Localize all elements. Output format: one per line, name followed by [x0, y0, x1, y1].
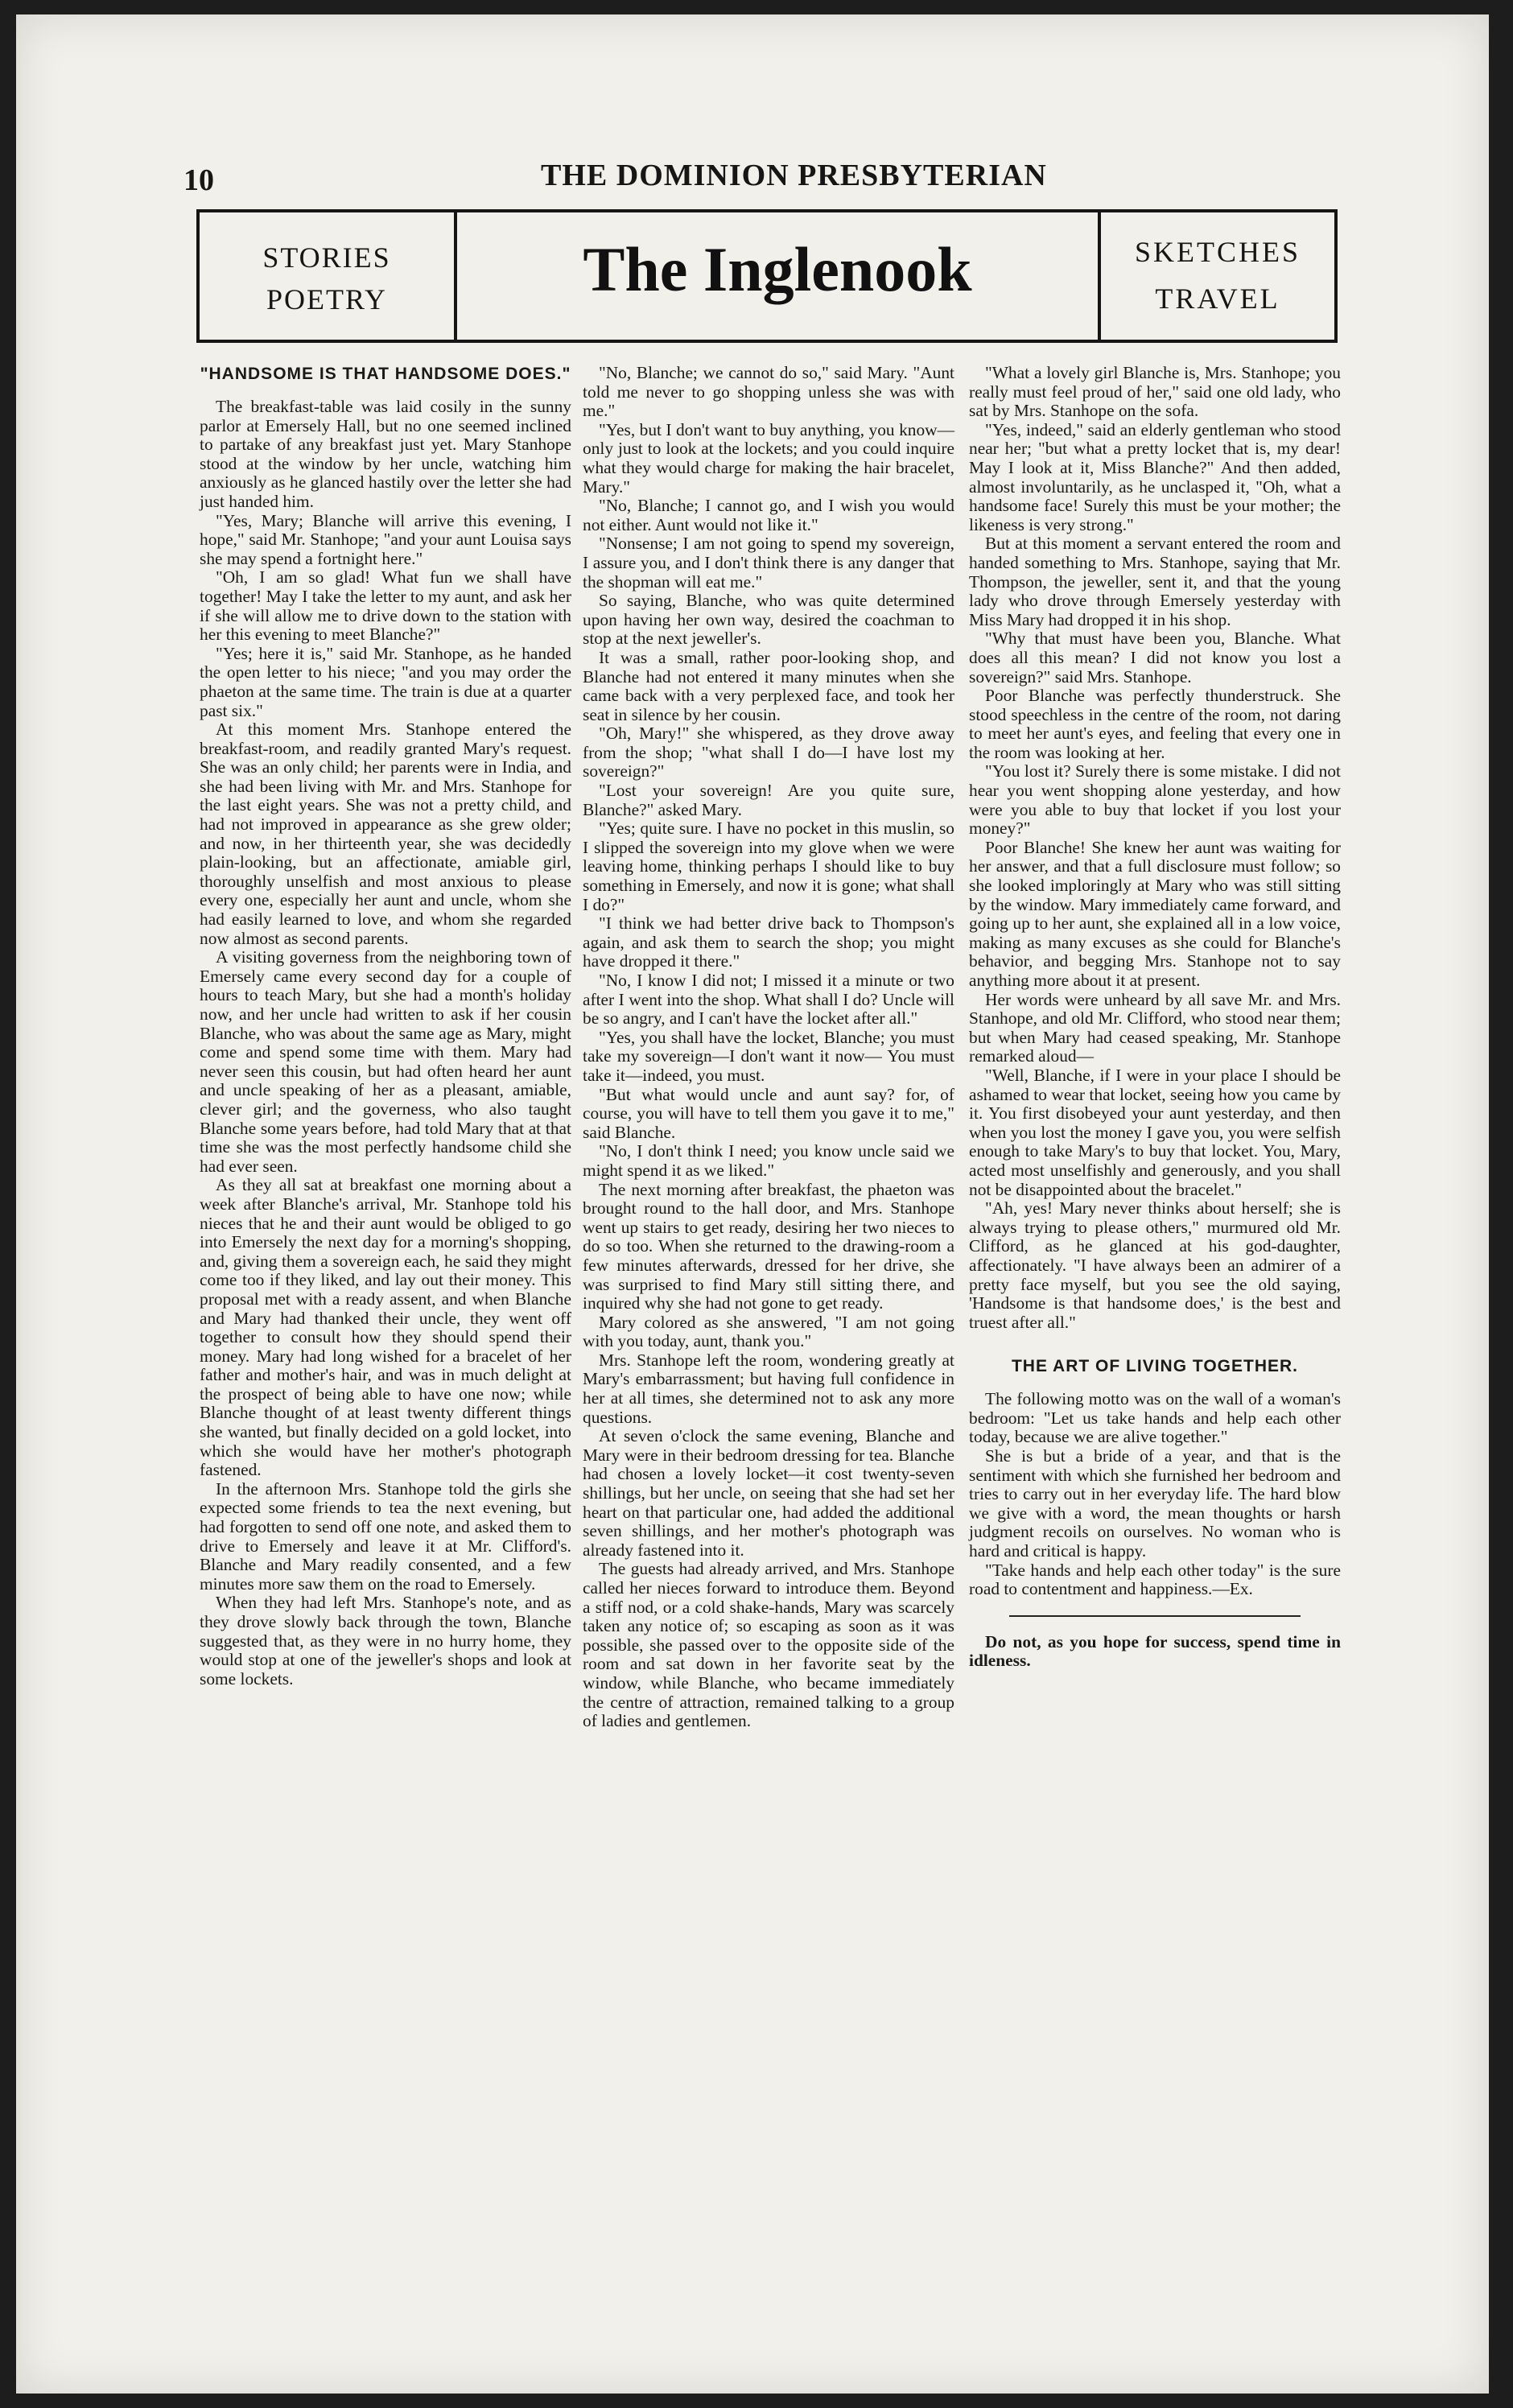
paragraph: At this moment Mrs. Stanhope entered the breakfast-room, and readily granted Mary's request. She was an only child; her parents were in India, and she had been living with Mr. and Mrs. Stanhope for the last eight years. She was not a pretty child, and had not improved in appearance as she grew older; and now, in her thirteenth year, she was decidedly plain-looking, but an affectionate, amiable girl, thoroughly unselfish and most anxious to please every one, especially her aunt and uncle, whom she had easily learned to love, and whom she regarded now almost as second parents.	[200, 720, 571, 948]
paragraph: "Well, Blanche, if I were in your place I should be ashamed to wear that locket, seeing how you came by it. You first disobeyed your aunt yesterday, and then when you lost the money I gave you, you were selfish enough to take Mary's to buy that locket. You, Mary, acted most unselfishly and generously, and you shall not be disappointed about the bracelet."	[969, 1065, 1341, 1199]
masthead-left-box	[200, 212, 457, 340]
masthead-label-travel: TRAVEL	[1155, 282, 1280, 315]
paragraph: Poor Blanche was perfectly thunderstruck. She stood speechless in the centre of the room, not daring to meet her aunt's eyes, and feeling that every one in the room was looking at her.	[969, 686, 1341, 762]
paragraph: As they all sat at breakfast one morning about a week after Blanche's arrival, Mr. Stanhope told his nieces that he and their aunt would be obliged to go into Emersely the next day for a morning's shopping, and, giving them a sovereign each, he said they might come too if they liked, and lay out their money. This proposal met with a ready assent, and when Blanche and Mary had thanked their uncle, they went off together to consult how they should spend their money. Mary had long wished for a bracelet of her father and mother's hair, and was in much delight at the prospect of being able to have one now; while Blanche thought of at least twenty different things she wanted, but finally decided on a gold locket, into which she would have her mother's photograph fastened.	[200, 1175, 571, 1480]
paragraph: At seven o'clock the same evening, Blanche and Mary were in their bedroom dressing for tea. Blanche had chosen a lovely locket—it cost twenty-seven shillings, but her uncle, on seeing that she had set her heart on that particular one, had added the additional seven shillings, and her mother's photograph was already fastened into it.	[583, 1426, 954, 1560]
paragraph: "Why that must have been you, Blanche. What does all this mean? I did not know you lost a sovereign?" said Mrs. Stanhope.	[969, 629, 1341, 687]
page-number: 10	[183, 163, 214, 197]
paragraph: "Ah, yes! Mary never thinks about herself; she is always trying to please others," murmured old Mr. Clifford, as he glanced at his god-daughter, affectionately. "I have always been an admirer of a pretty face myself, but you see the old saying, 'Handsome is that handsome does,' is the best and truest after all."	[969, 1198, 1341, 1332]
section-masthead	[196, 209, 1338, 343]
paragraph: "Take hands and help each other today" is the sure road to contentment and happiness.—Ex.	[969, 1560, 1341, 1599]
paragraph: "You lost it? Surely there is some mistake. I did not hear you went shopping alone yesterday, and how were you able to buy that locket if you lost your money?"	[969, 761, 1341, 839]
masthead-label-poetry: POETRY	[266, 283, 388, 315]
paragraph: "Nonsense; I am not going to spend my sovereign, I assure you, and I don't think there is any danger that the shopman will eat me."	[583, 534, 954, 592]
paragraph: Mrs. Stanhope left the room, wondering greatly at Mary's embarrassment; but having full confidence in her at all times, she determined not to ask any more questions.	[583, 1350, 954, 1427]
paragraph: "No, I know I did not; I missed it a minute or two after I went into the shop. What shall I do? Uncle will be so angry, and I can't have the locket after all."	[583, 971, 954, 1029]
story-title: "HANDSOME IS THAT HANDSOME DOES."	[200, 365, 571, 383]
paragraph: "Yes, Mary; Blanche will arrive this evening, I hope," said Mr. Stanhope; "and your aunt Louisa says she may spend a fortnight here."	[200, 510, 571, 568]
paragraph: The next morning after breakfast, the phaeton was brought round to the hall door, and Mrs. Stanhope went up stairs to get ready, desiring her two nieces to do so too. When she returned to the drawing-room a few minutes afterwards, dressed for her drive, she was surprised to find Mary still sitting there, and inquired why she had not gone to get ready.	[583, 1179, 954, 1313]
divider	[1009, 1615, 1301, 1617]
paragraph: In the afternoon Mrs. Stanhope told the girls she expected some friends to tea the next evening, but had forgotten to send off one note, and asked them to drive to Emersely and leave it at Mr. Clifford's. Blanche and Mary readily consented, and a few minutes more saw them on the road to Emersely.	[200, 1478, 571, 1594]
paragraph: "No, I don't think I need; you know uncle said we might spend it as we liked."	[583, 1141, 954, 1180]
paragraph: "Yes; quite sure. I have no pocket in this muslin, so I slipped the sovereign into my glove when we were leaving home, thinking perhaps I should like to buy something in Emersely, and now it is gone; what shall I do?"	[583, 818, 955, 914]
column-3	[969, 364, 1341, 1671]
story-title: THE ART OF LIVING TOGETHER.	[1011, 1357, 1298, 1376]
column-1	[200, 364, 571, 1688]
publication-title: THE DOMINION PRESBYTERIAN	[541, 159, 1047, 192]
paragraph: But at this moment a servant entered the room and handed something to Mrs. Stanhope, saying that Mr. Thompson, the jeweller, sent it, and that the young lady who drove through Emersely yesterday with Miss Mary had dropped it in his shop.	[969, 534, 1341, 629]
paragraph: The breakfast-table was laid cosily in the sunny parlor at Emersely Hall, but no one seemed inclined to partake of any breakfast just yet. Mary Stanhope stood at the window by her uncle, watching him anxiously as he glanced hastily over the letter she had just handed him.	[200, 397, 571, 511]
paragraph: "Lost your sovereign! Are you quite sure, Blanche?" asked Mary.	[583, 781, 954, 819]
paragraph: "No, Blanche; we cannot do so," said Mary. "Aunt told me never to go shopping unless she was with me."	[583, 363, 954, 421]
paragraph: "No, Blanche; I cannot go, and I wish you would not either. Aunt would not like it."	[583, 496, 954, 534]
paragraph: When they had left Mrs. Stanhope's note, and as they drove slowly back through the town, Blanche suggested that, as they were in no hurry home, they would stop at one of the jeweller's shops and look at some lockets.	[200, 1593, 571, 1688]
paragraph: Her words were unheard by all save Mr. and Mrs. Stanhope, and old Mr. Clifford, who stood near them; but when Mary had ceased speaking, Mr. Stanhope remarked aloud—	[969, 989, 1341, 1066]
paragraph: "Yes, indeed," said an elderly gentleman who stood near her; "but what a pretty locket that is, my dear! May I look at it, Miss Blanche?" And then added, almost involuntarily, as he unclasped it, "Oh, what a handsome face! Surely this must be your mother; the likeness is very strong."	[969, 419, 1341, 534]
paragraph: She is but a bride of a year, and that is the sentiment with which she furnished her bedroom and tries to carry out in her everyday life. The hard blow we give with a word, the mean thoughts or harsh judgment recoils on ourselves. No woman who is hard and critical is happy.	[969, 1446, 1341, 1561]
paragraph: "Oh, Mary!" she whispered, as they drove away from the shop; "what shall I do—I have lost my sovereign?"	[583, 724, 954, 781]
paragraph: "Yes, but I don't want to buy anything, you know—only just to look at the lockets; and you could inquire what they would charge for making the hair bracelet, Mary."	[583, 419, 954, 497]
paragraph: The guests had already arrived, and Mrs. Stanhope called her nieces forward to introduce them. Beyond a stiff nod, or a cold shake-hands, Mary was scarcely taken any notice of; so escaping as soon as it was possible, she passed over to the opposite side of the room and sat down in her favorite seat by the window, while Blanche, who became immediately the centre of attraction, remained talking to a group of ladies and gentlemen.	[583, 1559, 954, 1731]
column-2	[583, 364, 954, 1731]
paragraph: Poor Blanche! She knew her aunt was waiting for her answer, and that a full disclosure must follow; so she looked imploringly at Mary who was still sitting by the window. Mary immediately came forward, and going up to her aunt, she explained all in a low voice, making as many excuses as she could for Blanche's behavior, and begging Mrs. Stanhope not to say anything more about it at present.	[969, 837, 1341, 990]
paragraph: So saying, Blanche, who was quite determined upon having her own way, desired the coachman to stop at the next jeweller's.	[583, 591, 954, 649]
section-title: The Inglenook	[583, 234, 972, 304]
masthead-label-stories: STORIES	[262, 241, 391, 274]
newspaper-page	[16, 14, 1489, 2394]
masthead-label-sketches: SKETCHES	[1134, 236, 1301, 268]
paragraph: The following motto was on the wall of a woman's bedroom: "Let us take hands and help each other today, because we are alive together."	[969, 1389, 1341, 1447]
paragraph: It was a small, rather poor-looking shop, and Blanche had not entered it many minutes when she came back with a very perplexed face, and took her seat in silence by her cousin.	[583, 647, 954, 724]
paragraph: A visiting governess from the neighboring town of Emersely came every second day for a couple of hours to teach Mary, but she had a month's holiday now, and her uncle had written to ask if her cousin Blanche, who was about the same age as Mary, might come and spend some time with them. Mary had never seen this cousin, but had often heard her aunt and uncle speaking of her as a pleasant, amiable, clever girl; and the governess, who also taught Blanche some years before, had told Mary that at that time she was the most perfectly handsome child she had ever seen.	[200, 947, 571, 1176]
paragraph: "Yes; here it is," said Mr. Stanhope, as he handed the open letter to his niece; "and you may order the phaeton at the same time. The train is due at a quarter past six."	[200, 643, 571, 720]
paragraph: "But what would uncle and aunt say? for, of course, you will have to tell them you gave it to me," said Blanche.	[583, 1084, 954, 1142]
paragraph: "Yes, you shall have the locket, Blanche; you must take my sovereign—I don't want it now— You must take it—indeed, you must.	[583, 1027, 954, 1085]
closing-motto: Do not, as you hope for success, spend time in idleness.	[969, 1631, 1341, 1671]
masthead-right-box	[1098, 212, 1334, 340]
paragraph: "Oh, I am so glad! What fun we shall have together! May I take the letter to my aunt, and ask her if she will allow me to drive down to the station with her this evening to meet Blanche?"	[200, 567, 571, 645]
paragraph: "I think we had better drive back to Thompson's again, and ask them to search the shop; you might have dropped it there."	[583, 913, 954, 971]
paragraph: "What a lovely girl Blanche is, Mrs. Stanhope; you really must feel proud of her," said one old lady, who sat by Mrs. Stanhope on the sofa.	[969, 363, 1341, 421]
paragraph: Mary colored as she answered, "I am not going with you today, aunt, thank you."	[583, 1312, 954, 1351]
